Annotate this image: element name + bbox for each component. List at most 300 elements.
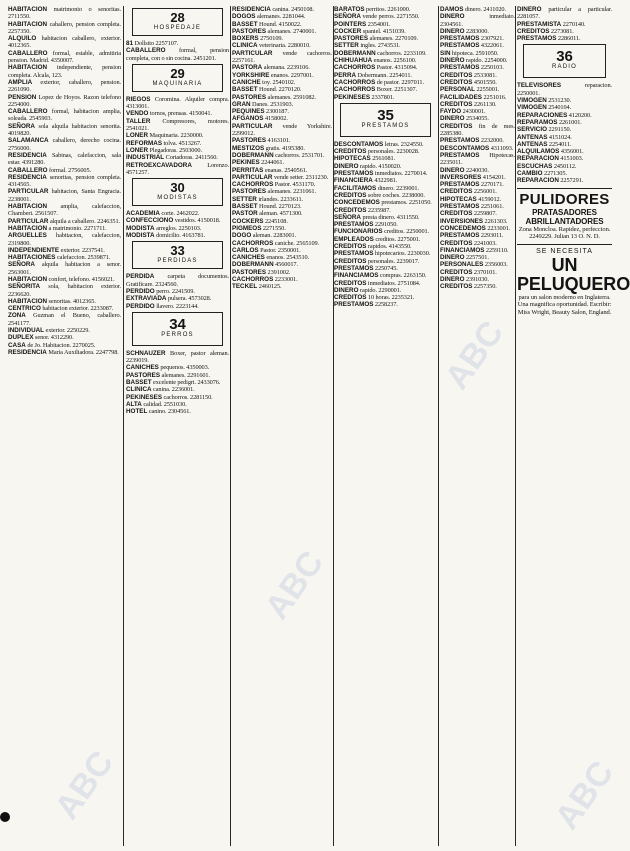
ad-keyword: DESCONTAMOS xyxy=(334,140,384,148)
classified-ad xyxy=(517,134,612,141)
ad-keyword: CREDITOS xyxy=(440,283,473,291)
ad-keyword: CREDITOS xyxy=(440,100,473,108)
ad-text: 2235987. xyxy=(367,206,391,214)
ad-text: cachorros. 2281150. xyxy=(163,393,213,401)
ad-text: 2273081. xyxy=(550,27,574,35)
ad-keyword: PASTORES xyxy=(232,27,267,35)
watermark: ABC xyxy=(257,544,332,627)
ad-text: enanos. 2297001. xyxy=(270,71,314,79)
classified-ad xyxy=(126,303,229,310)
ad-text: 2391030. xyxy=(465,275,489,283)
classified-ad xyxy=(440,64,515,71)
section-number: 30 xyxy=(170,180,185,196)
column-4 xyxy=(334,6,437,844)
ad-keyword: 81 xyxy=(126,40,134,47)
ad-text: 4356001. xyxy=(560,148,584,156)
ad-keyword: CREDITOS xyxy=(440,239,473,247)
section-label: MODISTAS xyxy=(157,195,198,202)
ad-keyword: TELEVISORES xyxy=(517,82,562,90)
ad-keyword: CANICHES xyxy=(232,254,265,262)
ad-keyword: COCKERS xyxy=(232,217,264,225)
ad-keyword: SERVICIO xyxy=(517,126,547,134)
ad-text: Coromina. Alquiler compra. 4313001. xyxy=(126,95,229,111)
ad-keyword: DOBERMANN xyxy=(232,151,274,159)
section-label: MAQUINARIA xyxy=(152,80,203,87)
ad-text: dinero. 2239001. xyxy=(377,184,419,192)
ad-keyword: PERSONAL xyxy=(440,86,475,94)
ad-keyword: HABITACION xyxy=(8,297,48,305)
classified-ad xyxy=(126,147,229,154)
ad-text: Maria Auxiliadora. 2247798. xyxy=(48,348,119,356)
ad-headline: UN PELUQUERO xyxy=(517,254,630,294)
section-header-prestamos xyxy=(340,103,431,137)
ad-text: rapido. 4150020. xyxy=(359,162,402,170)
ad-text: alemanes. 2270109. xyxy=(369,35,418,43)
ad-keyword: CREDITOS xyxy=(440,210,473,218)
ad-keyword: EXTRAVIADA xyxy=(126,295,167,303)
ad-text: Maquinaria. 2230000. xyxy=(149,132,204,140)
classified-ad xyxy=(334,250,437,257)
classified-ad xyxy=(8,35,121,50)
ad-text: 2259110. xyxy=(485,246,509,254)
ad-text: hipoteca. 2591050. xyxy=(451,49,499,57)
ad-keyword: RESIDENCIA xyxy=(8,348,47,356)
classified-ad xyxy=(126,96,229,111)
ad-keyword: BARATOS xyxy=(334,6,365,13)
ad-keyword: CHIHUAHUA xyxy=(334,57,373,65)
classified-ad xyxy=(8,167,121,174)
ad-text: senor. 4312290. xyxy=(35,334,74,342)
ad-text: formal, pension completa, con o sin cocina. 2451201. xyxy=(126,47,229,62)
ad-keyword: SEÑORITA xyxy=(8,283,41,291)
ad-keyword: PEKINESES xyxy=(126,393,163,401)
ad-text: caballero, derecho cocina. 2756000. xyxy=(8,137,121,152)
classified-ad xyxy=(440,152,515,167)
classified-ad xyxy=(517,104,612,111)
classified-ad xyxy=(334,294,437,301)
ad-text: sobre coches. 2238000. xyxy=(367,191,425,199)
divider xyxy=(517,188,612,189)
classified-ad xyxy=(440,101,515,108)
ad-text: alemanes. 2281044. xyxy=(256,13,306,21)
ad-text: 2233001. xyxy=(487,224,511,232)
classified-ad xyxy=(8,64,121,79)
ad-keyword: CONCEDEMOS xyxy=(334,199,380,207)
classified-ad xyxy=(440,254,515,261)
ad-keyword: ESCUCHAS xyxy=(517,162,553,170)
section-number: 29 xyxy=(170,65,185,81)
ad-text: carpeta documentos. Gratificare. 2324560. xyxy=(126,273,229,288)
classified-ad xyxy=(232,232,332,239)
ad-keyword: SETTER xyxy=(334,42,359,50)
ad-keyword: HABITACION xyxy=(8,275,48,283)
ad-keyword: PRESTAMOS xyxy=(334,250,374,258)
ad-text: gratis. 4195380. xyxy=(265,144,305,152)
ad-body: Zona Moncloa. Rapidez, perfeccion. 2249229. Julian 13 O. N. D. xyxy=(518,225,611,241)
ad-text: 2291050. xyxy=(374,221,398,229)
ad-text: formal, estable, admitiria pension. Madrid. 4350007. xyxy=(8,49,121,65)
ad-keyword: EMPLEADOS xyxy=(334,235,374,243)
ad-keyword: ARGUELLES xyxy=(8,232,47,240)
ad-text: rapidos. 4143550. xyxy=(367,243,412,251)
ad-text: Pastor. 4315094. xyxy=(376,64,418,72)
ad-keyword: HABITACION xyxy=(8,20,48,28)
ad-keyword: PRESTAMISTA xyxy=(517,20,562,28)
ad-keyword: PASTORES xyxy=(334,35,369,43)
ad-keyword: PASTOR xyxy=(232,210,258,218)
classified-ad xyxy=(334,94,437,101)
ad-keyword: HABITACION xyxy=(8,203,48,211)
classified-ad xyxy=(440,57,515,64)
ad-keyword: DINERO xyxy=(334,162,359,170)
classified-ad xyxy=(232,159,332,166)
classified-ad xyxy=(440,276,515,283)
classified-ad xyxy=(126,408,229,415)
ad-keyword: SEÑORA xyxy=(8,261,35,269)
column-3 xyxy=(232,6,332,844)
ad-list xyxy=(517,82,612,184)
ad-text: vende setter. 2311230. xyxy=(273,173,329,181)
ad-text: 4158002. xyxy=(264,115,288,123)
ad-text: 2233001. xyxy=(274,275,298,283)
ad-text: canina. 2450108. xyxy=(272,6,314,13)
classified-ad xyxy=(517,28,612,35)
ad-keyword: DESCONTAMOS xyxy=(440,144,490,152)
ad-keyword: PRESTAMOS xyxy=(440,232,480,240)
classified-ad xyxy=(8,174,121,189)
ad-keyword: HIPOTECAS xyxy=(334,155,371,163)
ad-keyword: HABITACIONES xyxy=(8,254,56,262)
ad-text: hipotecarios. 2230030. xyxy=(374,250,431,258)
ad-text: corte. 2462022. xyxy=(161,210,200,218)
classified-ad xyxy=(126,295,229,302)
ad-keyword: BASSET xyxy=(126,379,152,387)
ad-keyword: DAMOS xyxy=(440,6,464,13)
section-header-radio xyxy=(523,44,606,78)
classified-ad xyxy=(126,273,229,288)
ad-keyword: DOGO xyxy=(232,232,252,240)
ad-keyword: FAYDO xyxy=(440,108,462,116)
ad-text: cachorros. 2233109. xyxy=(377,49,427,57)
classified-ad xyxy=(232,196,332,203)
classified-ad xyxy=(232,203,332,210)
ad-keyword: DINERO xyxy=(440,115,465,123)
classified-ad xyxy=(440,196,515,203)
ad-keyword: MESTIZOS xyxy=(232,144,265,152)
ad-keyword: SEÑORA xyxy=(8,122,35,130)
classified-ad xyxy=(440,174,515,181)
classified-ad xyxy=(440,123,515,138)
ad-text: calidad. 2551030. xyxy=(143,400,187,408)
ad-keyword: PARTICULAR xyxy=(8,217,49,225)
ad-keyword: REPARAMOS xyxy=(517,118,558,126)
classified-ad xyxy=(232,261,332,268)
ad-keyword: PERRA xyxy=(334,71,357,79)
ad-text: inmediato. 2304561. xyxy=(440,13,515,28)
classified-ad xyxy=(334,170,437,177)
section-number: 36 xyxy=(556,48,573,66)
ad-text: 4159012. xyxy=(478,195,502,203)
ad-text: 4154201. xyxy=(482,173,506,181)
classified-ad xyxy=(334,280,437,287)
ad-keyword: CACHORROS xyxy=(232,181,274,189)
ad-text: tornos, prensas. 4150041. xyxy=(149,110,212,118)
classified-ad xyxy=(334,42,437,49)
ad-text: 2232000. xyxy=(480,137,504,145)
classified-ad xyxy=(126,394,229,401)
ad-text: senoritas, pension completa. 4314565. xyxy=(8,173,121,189)
classified-ad xyxy=(334,163,437,170)
ad-keyword: ALTA xyxy=(126,400,142,408)
classified-ad xyxy=(440,181,515,188)
section-label: RADIO xyxy=(551,64,577,71)
ad-keyword: PRESTAMOS xyxy=(334,170,374,178)
ad-text: 2750109. xyxy=(260,35,283,43)
ad-keyword: ALQUILAMOS xyxy=(517,148,560,156)
ad-keyword: PERDIDO xyxy=(126,287,155,295)
classified-ad xyxy=(334,236,437,243)
ad-text: 2241003. xyxy=(473,239,497,247)
classified-ad xyxy=(334,287,437,294)
ad-text: pulsera. 4573028. xyxy=(167,295,212,303)
ad-keyword: CREDITOS xyxy=(440,71,473,79)
ad-list xyxy=(334,141,437,309)
ad-text: 4322981. xyxy=(374,177,398,185)
ad-text: perritos. 2261000. xyxy=(366,6,411,13)
classified-ad xyxy=(8,94,121,109)
classified-ad xyxy=(334,185,437,192)
ad-keyword: LONER xyxy=(126,132,149,140)
ad-keyword: PASTORES xyxy=(232,93,267,101)
ad-keyword: ACADEMIA xyxy=(126,210,160,218)
classified-ad xyxy=(440,86,515,93)
ad-text: 2271305. xyxy=(544,170,567,178)
ad-text: 2244061. xyxy=(261,159,284,167)
classified-ad xyxy=(517,163,612,170)
ad-text: 2240030. xyxy=(465,166,489,174)
classified-ad xyxy=(334,28,437,35)
classified-ad xyxy=(440,28,515,35)
classified-ad xyxy=(232,283,332,290)
ad-text: exterior. 2237541. xyxy=(60,246,105,254)
ad-text: 2300187. xyxy=(266,108,289,116)
classified-ad xyxy=(517,82,612,97)
ad-text: sola alquila habitacion senorita. 4019820. xyxy=(8,122,121,138)
ad-text: senoritas. 4012365. xyxy=(48,297,96,305)
classified-ad xyxy=(232,123,332,138)
section-header-hospedaje xyxy=(132,8,223,36)
divider xyxy=(517,244,612,245)
ad-text: alemanes. 2740001. xyxy=(267,27,316,35)
ad-list xyxy=(440,6,515,291)
ad-text: particular a particular. 2281057. xyxy=(517,6,612,21)
ad-keyword: CREDITOS xyxy=(334,279,367,287)
classified-ad xyxy=(232,276,332,283)
section-number: 33 xyxy=(170,243,185,259)
ad-text: 2259807. xyxy=(473,210,497,218)
classified-ad xyxy=(8,218,121,225)
classified-ad xyxy=(517,155,612,162)
ad-keyword: CREDITOS xyxy=(440,122,473,130)
ad-text: 2261303. xyxy=(484,217,508,225)
ad-text: 2251061. xyxy=(480,203,504,211)
ad-headline: PULIDORES xyxy=(519,190,610,208)
ad-keyword: CREDITOS xyxy=(334,257,367,265)
ad-keyword: BASSET xyxy=(232,20,258,28)
ad-text: Dobermann. 2254011. xyxy=(357,71,412,79)
ad-keyword: DUPLEX xyxy=(8,334,34,342)
ad-keyword: GRAN xyxy=(232,100,251,108)
ad-text: 2257291. xyxy=(560,177,584,185)
ad-keyword: SEÑORA xyxy=(334,213,361,221)
ad-keyword: PERRITAS xyxy=(232,166,264,174)
watermark: ABC xyxy=(47,744,122,827)
classified-ad xyxy=(232,137,332,144)
ad-subheadline: PRATASADORES ABRILLANTADORES xyxy=(525,207,604,226)
ad-keyword: FINANCIERA xyxy=(334,177,373,185)
classified-ad xyxy=(126,232,229,239)
ad-list xyxy=(232,6,332,291)
ad-keyword: RESIDENCIA xyxy=(8,151,47,159)
ad-list xyxy=(517,6,612,42)
ad-text: 2271550. xyxy=(262,224,286,232)
classified-ad xyxy=(517,177,612,184)
ad-text: 2391002. xyxy=(267,268,291,276)
ad-text: Hound. 2270123. xyxy=(259,203,302,211)
ad-keyword: DINERO xyxy=(440,27,465,35)
ad-text: perro. 2241509. xyxy=(156,287,195,295)
classified-ad xyxy=(8,152,121,167)
classified-ad xyxy=(334,228,437,235)
ad-keyword: FACILITAMOS xyxy=(334,184,377,192)
ad-text: 2286011. xyxy=(557,35,581,43)
ad-text: excelente pedigri. 2433076. xyxy=(153,379,221,387)
ad-keyword: INDEPENDIENTE xyxy=(8,246,60,254)
classified-ad xyxy=(334,57,437,64)
classified-ad xyxy=(440,108,515,115)
classified-ad xyxy=(517,21,612,28)
ad-keyword: CACHORROS xyxy=(334,86,376,94)
ad-text: caballero, pension completa. 2257350. xyxy=(8,20,121,35)
ad-body: para un salon moderno en Inglaterra. Una magnifica oportunidad. Escribir: Miss Wright, Beauty Salon, England. xyxy=(517,293,612,316)
ad-keyword: PARTICULAR xyxy=(232,122,273,130)
ad-text: 2370101. xyxy=(473,268,497,276)
ad-keyword: PEKINES xyxy=(232,159,260,167)
classified-ad xyxy=(232,167,332,174)
ad-text: 2337801. xyxy=(371,93,395,101)
ad-text: 2531230. xyxy=(548,97,572,105)
ad-keyword: INDUSTRIAL xyxy=(126,154,165,162)
classified-ad xyxy=(232,115,332,122)
ad-keyword: DOBERMANN xyxy=(334,49,376,57)
ad-text: fin de mes. 2285380. xyxy=(440,122,515,138)
ad-keyword: HIPOTECAS xyxy=(440,195,477,203)
ad-keyword: AMPLIA xyxy=(8,78,33,86)
ad-keyword: CAMBIO xyxy=(517,170,543,178)
section-label: HOSPEDAJE xyxy=(153,25,202,31)
ad-keyword: FINANCIAMOS xyxy=(440,246,485,254)
section-header-modistas xyxy=(132,178,223,206)
ad-text: 4163101. xyxy=(267,137,291,145)
ad-keyword: REPARACION xyxy=(517,177,559,185)
ad-keyword: PRESTAMOS xyxy=(334,301,374,309)
ad-keyword: PRESTAMOS xyxy=(440,151,480,159)
ad-text: rapido. 2290001. xyxy=(359,286,402,294)
classified-ad xyxy=(440,137,515,144)
classified-ad xyxy=(126,288,229,295)
ad-keyword: CLINICA xyxy=(232,42,258,50)
classified-ad xyxy=(334,258,437,265)
ad-keyword: BASSET xyxy=(232,86,258,94)
ad-text: matrimonio o senoritas. 2711550. xyxy=(8,6,121,21)
ad-text: Lopez de Hoyos. Razon telefono 2254000. xyxy=(8,93,121,108)
ad-text: 2270171. xyxy=(480,181,504,189)
ad-text: toy. 2540102. xyxy=(262,78,296,86)
classified-ad xyxy=(126,110,229,117)
ad-keyword: LONER xyxy=(126,146,149,154)
ad-keyword: PRESTAMOS xyxy=(440,203,480,211)
ad-text: irlandes. 2233611. xyxy=(258,195,303,203)
ad-text: Cortadoras. 2411560. xyxy=(165,154,218,162)
ad-list xyxy=(126,96,229,176)
ad-text: de Jo. Habitacion. 2270025. xyxy=(27,341,96,349)
ad-keyword: DINERO xyxy=(440,254,465,262)
classified-ad xyxy=(126,364,229,371)
classified-ad xyxy=(8,247,121,254)
ad-keyword: MODISTA xyxy=(126,232,155,240)
classified-ad xyxy=(334,72,437,79)
ad-keyword: PEKINESES xyxy=(334,93,371,101)
ad-keyword: ZONA xyxy=(8,312,26,320)
ad-text: 2261001. xyxy=(558,118,582,126)
classified-ad xyxy=(232,188,332,195)
column-rule xyxy=(230,6,231,846)
ad-keyword: PRESTAMOS xyxy=(440,42,480,50)
ad-text: 2561081. xyxy=(372,155,396,163)
ad-text: inmediatos. 2270014. xyxy=(374,170,428,178)
ad-text: 4151024. xyxy=(548,133,572,141)
ad-keyword: HABITACION xyxy=(8,224,48,232)
ad-text: pequenos. 4350003. xyxy=(160,364,210,372)
ad-keyword: CREDITOS xyxy=(334,191,367,199)
classified-ad xyxy=(8,225,121,232)
ad-keyword: TECKEL xyxy=(232,283,258,291)
ad-text: a matrimonio. 2271711. xyxy=(48,224,107,232)
ad-keyword: SETTER xyxy=(232,195,257,203)
ad-text: Boxer. 2251307. xyxy=(376,86,418,94)
ad-keyword: PEQUINES xyxy=(232,108,265,116)
ad-text: 2245108. xyxy=(264,217,288,225)
classified-ad xyxy=(8,108,121,123)
ad-text: 4120200. xyxy=(568,111,592,119)
ad-list xyxy=(334,6,437,101)
column-rule xyxy=(123,6,124,846)
ad-text: 2291150. xyxy=(548,126,572,134)
ad-keyword: CREDITOS xyxy=(334,148,367,156)
classified-ad xyxy=(334,199,437,206)
classified-ad xyxy=(8,123,121,138)
ad-text: 4322061. xyxy=(480,42,504,50)
ad-keyword: DINERO xyxy=(440,13,465,21)
classified-ad xyxy=(334,192,437,199)
ad-keyword: DINERO xyxy=(440,275,465,283)
classified-ad xyxy=(126,401,229,408)
classified-ad xyxy=(440,72,515,79)
classified-ad xyxy=(440,210,515,217)
ad-list xyxy=(126,210,229,239)
ad-text: spaniel. 4151039. xyxy=(362,27,406,35)
ad-keyword: PRESTAMOS xyxy=(440,64,480,72)
